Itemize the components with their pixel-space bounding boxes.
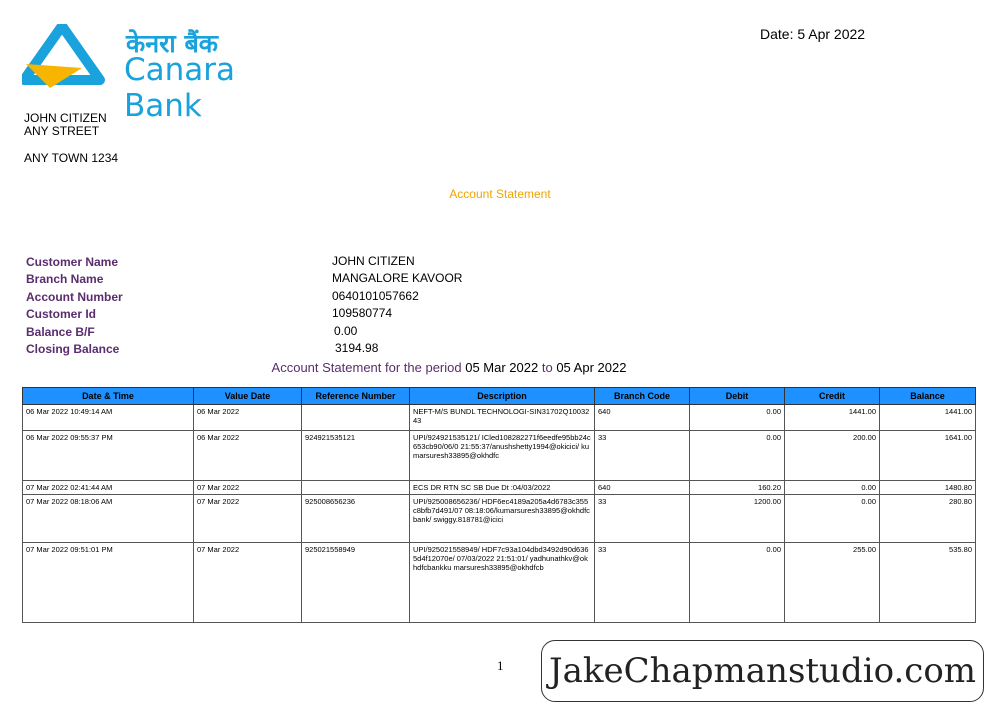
cell-balance: 280.80 xyxy=(880,495,976,543)
table-row xyxy=(23,543,976,623)
account-number-label: Account Number xyxy=(26,290,123,304)
customer-name-value: JOHN CITIZEN xyxy=(332,254,415,268)
cell-credit: 200.00 xyxy=(785,431,880,481)
cell-date-time: 07 Mar 2022 09:51:01 PM xyxy=(23,543,194,623)
column-header-value-date: Value Date xyxy=(194,388,302,405)
statement-title: Account Statement xyxy=(449,187,551,201)
cell-branch-code: 33 xyxy=(595,431,690,481)
table-row xyxy=(23,495,976,543)
branch-name-label: Branch Name xyxy=(26,272,104,286)
cell-credit: 1441.00 xyxy=(785,405,880,431)
cell-date-time: 07 Mar 2022 02:41:44 AM xyxy=(23,481,194,495)
cell-balance: 535.80 xyxy=(880,543,976,623)
cell-value-date: 07 Mar 2022 xyxy=(194,481,302,495)
closing-balance-value: 3194.98 xyxy=(335,341,379,355)
customer-name-label: Customer Name xyxy=(26,255,119,269)
cell-credit: 255.00 xyxy=(785,543,880,623)
cell-description: UPI/924921535121/ ICled108282271f6eedfe95bb24c653cb90/06/0 21:55:37/anushshetty1994@okicici/ kumarsuresh33895@okhdfc xyxy=(410,431,595,481)
cell-description: UPI/925008656236/ HDF6ec4189a205a4d6783c355c8bfb7d491/07 08:18:06/kumarsuresh33895@okhdfcbank/ swiggy.818781@icici xyxy=(410,495,595,543)
cell-reference-number: 925008656236 xyxy=(302,495,410,543)
table-header-row xyxy=(23,388,976,405)
cell-debit: 160.20 xyxy=(690,481,785,495)
bank-name-hindi: केनरा बैंक xyxy=(126,29,218,58)
cell-value-date: 07 Mar 2022 xyxy=(194,495,302,543)
cell-reference-number: 925021558949 xyxy=(302,543,410,623)
cell-branch-code: 640 xyxy=(595,405,690,431)
cell-credit: 0.00 xyxy=(785,495,880,543)
period-from: 05 Mar 2022 xyxy=(465,360,539,375)
transactions-table xyxy=(22,387,976,623)
statement-period xyxy=(0,360,898,375)
period-prefix: Account Statement for the period xyxy=(271,360,462,375)
column-header-reference-number: Reference Number xyxy=(302,388,410,405)
table-row xyxy=(23,431,976,481)
cell-reference-number xyxy=(302,405,410,431)
period-to-word: to xyxy=(541,360,553,375)
cell-reference-number: 924921535121 xyxy=(302,431,410,481)
customer-id-value: 109580774 xyxy=(332,306,393,320)
column-header-branch-code: Branch Code xyxy=(595,388,690,405)
customer-id-label: Customer Id xyxy=(26,307,97,321)
column-header-credit: Credit xyxy=(785,388,880,405)
bank-name: Canara Bank xyxy=(124,52,236,124)
table-body xyxy=(23,405,976,623)
canara-triangle-logo-icon xyxy=(22,24,117,94)
cell-value-date: 06 Mar 2022 xyxy=(194,405,302,431)
cell-balance: 1441.00 xyxy=(880,405,976,431)
cell-branch-code: 33 xyxy=(595,543,690,623)
branch-name-value: MANGALORE KAVOOR xyxy=(332,271,463,285)
cell-date-time: 06 Mar 2022 09:55:37 PM xyxy=(23,431,194,481)
page-number: 1 xyxy=(497,658,504,673)
address-street: ANY STREET xyxy=(24,124,100,138)
cell-date-time: 06 Mar 2022 10:49:14 AM xyxy=(23,405,194,431)
column-header-balance: Balance xyxy=(880,388,976,405)
period-to: 05 Apr 2022 xyxy=(556,360,627,375)
balance-bf-value: 0.00 xyxy=(334,324,358,338)
cell-credit: 0.00 xyxy=(785,481,880,495)
column-header-debit: Debit xyxy=(690,388,785,405)
cell-date-time: 07 Mar 2022 08:18:06 AM xyxy=(23,495,194,543)
cell-description: UPI/925021558949/ HDF7c93a104dbd3492d90d6365d4f12070e/ 07/03/2022 21:51:01/ yadhunathkv@okhdfcbankku marsuresh33895@okhdfcb xyxy=(410,543,595,623)
cell-debit: 0.00 xyxy=(690,543,785,623)
cell-value-date: 07 Mar 2022 xyxy=(194,543,302,623)
table-row xyxy=(23,405,976,431)
cell-value-date: 06 Mar 2022 xyxy=(194,431,302,481)
cell-branch-code: 640 xyxy=(595,481,690,495)
cell-balance: 1480.80 xyxy=(880,481,976,495)
balance-bf-label: Balance B/F xyxy=(26,325,95,339)
cell-debit: 0.00 xyxy=(690,431,785,481)
cell-description: ECS DR RTN SC SB Due Dt :04/03/2022 xyxy=(410,481,595,495)
address-town: ANY TOWN 1234 xyxy=(24,151,119,165)
cell-debit: 0.00 xyxy=(690,405,785,431)
cell-reference-number xyxy=(302,481,410,495)
statement-date: Date: 5 Apr 2022 xyxy=(760,26,866,42)
cell-description: NEFT-M/S BUNDL TECHNOLOGI-SIN31702Q1003243 xyxy=(410,405,595,431)
address-name: JOHN CITIZEN xyxy=(24,111,107,125)
account-number-value: 0640101057662 xyxy=(332,289,419,303)
column-header-description: Description xyxy=(410,388,595,405)
watermark: JakeChapmanstudio.com xyxy=(541,640,984,702)
cell-debit: 1200.00 xyxy=(690,495,785,543)
cell-branch-code: 33 xyxy=(595,495,690,543)
closing-balance-label: Closing Balance xyxy=(26,342,120,356)
column-header-date-time: Date & Time xyxy=(23,388,194,405)
table-row xyxy=(23,481,976,495)
cell-balance: 1641.00 xyxy=(880,431,976,481)
